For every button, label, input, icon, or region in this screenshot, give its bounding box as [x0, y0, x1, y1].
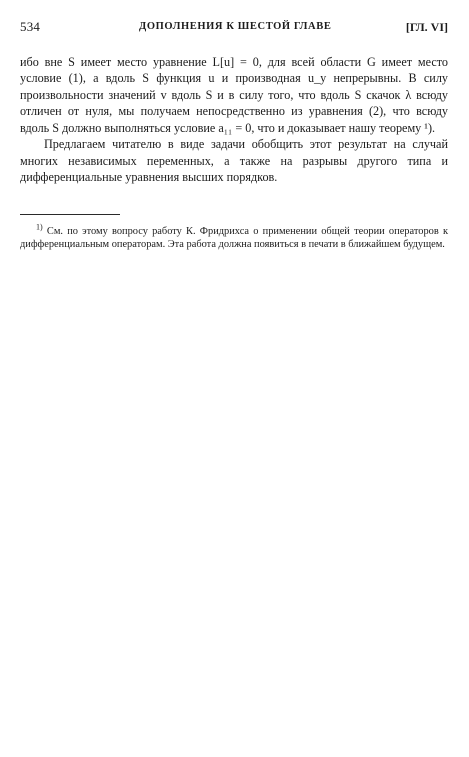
page-number: 534 [20, 19, 41, 34]
footnote-text: См. по этому вопросу работу К. Фридрихса о применении общей теории операторов к дифференциальным операторам. Эта работа должна появиться в печати в ближайшем будущем. [20, 226, 448, 251]
chapter-reference: [ГЛ. VI] [405, 20, 448, 34]
running-head: ДОПОЛНЕНИЯ К ШЕСТОЙ ГЛАВЕ [139, 21, 332, 32]
main-text [20, 54, 448, 186]
paragraph-2: Предлагаем читателю в виде задачи обобщить этот результат на случай многих независимых переменных, а также на разрывы другого типа и дифференциальные уравнения высших порядков. [20, 137, 448, 185]
footnote-divider [20, 214, 120, 215]
paragraph-1: ибо вне S имеет место уравнение L[u] = 0, для всей области G имеет место условие (1), а вдоль S функция u и производная u_y непрерывны. В силу произвольности значений v вдоль S и в силу того, что вдоль S скачок λ всюду отличен от нуля, мы получаем непосредственно из уравнения (2), что всюду вдоль S должно выполняться условие a₁₁ = 0, что и доказывает нашу теорему ¹). [20, 55, 448, 135]
page-header [20, 18, 450, 36]
footnote-marker: 1) [36, 222, 43, 232]
footnote [20, 222, 448, 251]
book-page [20, 18, 450, 251]
